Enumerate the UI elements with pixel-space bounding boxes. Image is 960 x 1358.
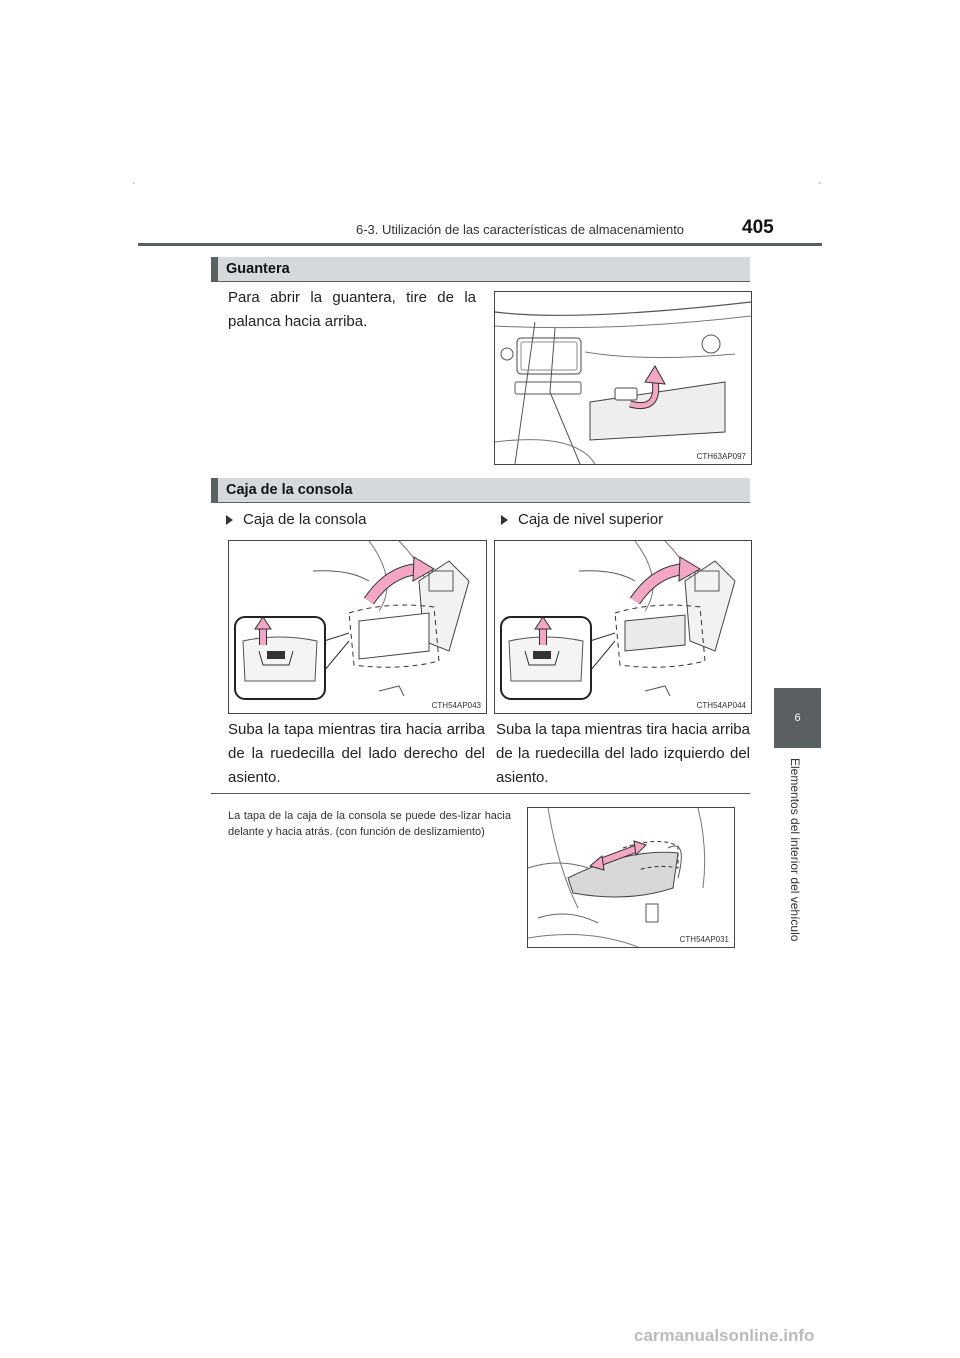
section-title-console: Caja de la consola: [226, 482, 353, 498]
chapter-tab: [774, 688, 821, 748]
footer-watermark: carmanualsonline.info: [634, 1326, 815, 1345]
section-bar-glovebox: [211, 257, 750, 281]
note-rule: [211, 793, 750, 794]
console-caption-2: Suba la tapa mientras tira hacia arriba de la ruedecilla del lado izquierdo del asiento.: [496, 721, 750, 786]
section-underline: [211, 502, 750, 503]
slide-figure: [527, 807, 735, 948]
slide-figure-code: CTH54AP031: [679, 935, 729, 944]
section-title-glovebox: Guantera: [226, 261, 290, 277]
slide-note-text: La tapa de la caja de la consola se puede des-lizar hacia delante y hacia atrás. (con función de deslizamiento): [228, 810, 511, 838]
glovebox-text: Para abrir la guantera, tire de la palanca hacia arriba.: [228, 289, 476, 330]
console-figure-1-code: CTH54AP043: [431, 701, 481, 710]
crop-mark-left: -: [132, 178, 136, 189]
console-illustration-1: [229, 541, 486, 713]
chapter-side-label: Elementos del interior del vehículo: [788, 758, 802, 942]
header-rule: [138, 243, 822, 246]
triangle-bullet-icon: [501, 515, 508, 525]
console-item-label-2: [501, 511, 663, 528]
section-underline: [211, 281, 750, 282]
crop-mark-right: -: [818, 178, 822, 189]
console-item-label-1: [226, 511, 366, 528]
slide-illustration: [528, 808, 734, 947]
glovebox-illustration: [495, 292, 751, 464]
section-accent: [211, 478, 218, 502]
chapter-header: 6-3. Utilización de las características de almacenamiento: [356, 222, 685, 237]
triangle-bullet-icon: [226, 515, 233, 525]
glovebox-figure: [494, 291, 752, 465]
section-accent: [211, 257, 218, 281]
glovebox-figure-code: CTH63AP097: [696, 452, 746, 461]
console-illustration-2: [495, 541, 751, 713]
section-bar-console: [211, 478, 750, 502]
console-item-1-text: Caja de la consola: [243, 511, 367, 528]
console-figure-2-code: CTH54AP044: [696, 701, 746, 710]
console-figure-1: [228, 540, 487, 714]
console-item-2-text: Caja de nivel superior: [518, 511, 664, 528]
console-caption-1: Suba la tapa mientras tira hacia arriba de la ruedecilla del lado derecho del asiento.: [228, 721, 485, 786]
chapter-tab-number: 6: [794, 712, 801, 724]
console-figure-2: [494, 540, 752, 714]
page-number: 405: [742, 217, 774, 238]
